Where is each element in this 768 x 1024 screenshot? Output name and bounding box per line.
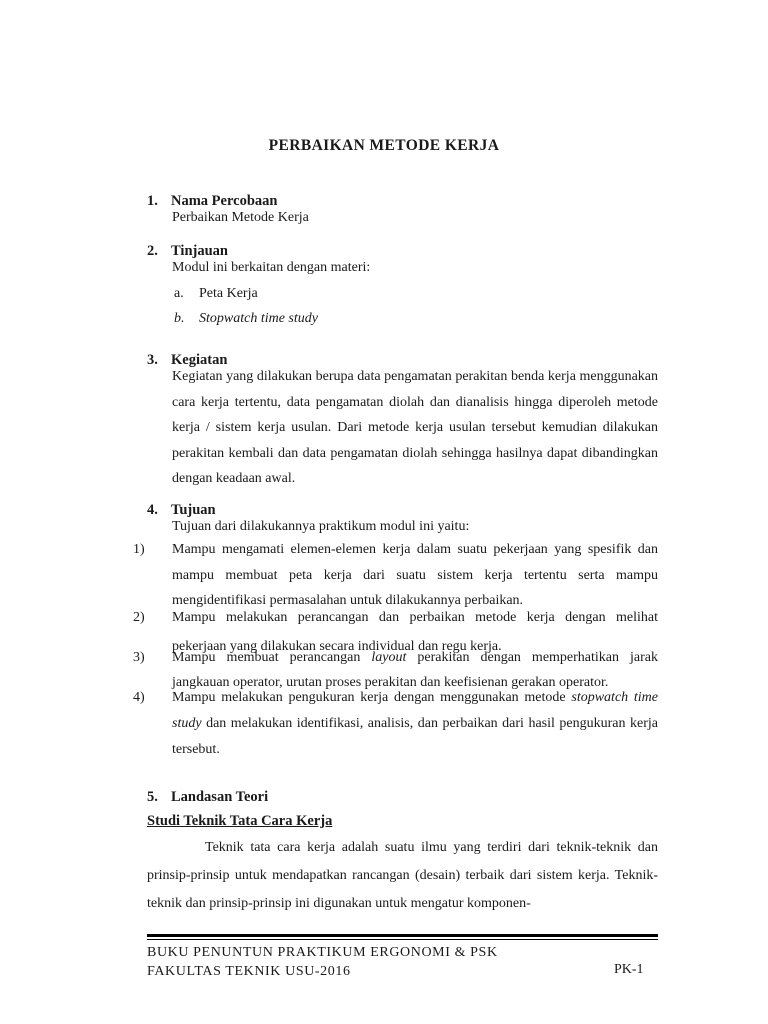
section-number: 4.	[147, 502, 158, 518]
section-1-text: Perbaikan Metode Kerja	[172, 210, 309, 225]
text-run: dan melakukan identifikasi, analisis, dan perbaikan dari hasil pengukuran kerja tersebut.	[172, 716, 658, 757]
section-title: Nama Percobaan	[171, 193, 278, 209]
objective-text: Mampu mengamati elemen-elemen kerja dalam suatu pekerjaan yang spesifik dan mampu membuat peta kerja dari suatu sistem kerja tertentu serta mampu mengidentifikasi permasalahan untuk dilakukannya perbaikan.	[172, 542, 658, 608]
list-text: Stopwatch time study	[199, 311, 318, 326]
section-2-text: Modul ini berkaitan dengan materi:	[172, 260, 371, 275]
section-4-intro: Tujuan dari dilakukannya praktikum modul ini yaitu:	[172, 519, 470, 534]
list-text: Peta Kerja	[199, 286, 258, 301]
section-2-heading	[147, 243, 228, 260]
objective-number: 2)	[133, 610, 145, 625]
objective-text: Mampu melakukan perancangan dan perbaikan metode kerja dengan melihat pekerjaan yang dilakukan secara individual dan regu kerja.	[172, 610, 658, 654]
footer-rule	[147, 934, 658, 937]
objective-number: 1)	[133, 542, 145, 557]
objective-text	[172, 685, 658, 763]
list-label: a.	[174, 286, 184, 301]
theory-paragraph: Teknik tata cara kerja adalah suatu ilmu yang terdiri dari teknik-teknik dan prinsip-prinsip untuk mendapatkan rancangan (desain) terbaik dari sistem kerja. Teknik-teknik dan prinsip-prinsip ini digunakan untuk mengatur komponen-	[147, 840, 658, 911]
list-item	[174, 286, 258, 302]
page-title: PERBAIKAN METODE KERJA	[268, 137, 500, 154]
objective-number: 4)	[133, 690, 145, 705]
section-title: Kegiatan	[171, 352, 228, 368]
section-number: 5.	[147, 789, 158, 805]
section-number: 3.	[147, 352, 158, 368]
page-number: PK-1	[614, 962, 644, 977]
text-run-italic: layout	[371, 650, 407, 665]
section-title: Landasan Teori	[171, 789, 269, 805]
section-title: Tujuan	[171, 502, 216, 518]
text-run: Mampu membuat perancangan	[172, 650, 372, 665]
list-label: b.	[174, 311, 185, 326]
list-item	[174, 311, 318, 327]
footer-book-title: BUKU PENUNTUN PRAKTIKUM ERGONOMI & PSK	[147, 945, 498, 960]
text-run: perakitan dengan memperhatikan jarak jangkauan operator, urutan proses perakitan dan keefisienan gerakan operator.	[172, 650, 658, 690]
section-5-heading	[147, 789, 268, 806]
section-number: 2.	[147, 243, 158, 259]
section-4-heading	[147, 502, 216, 519]
footer-faculty: FAKULTAS TEKNIK USU-2016	[147, 964, 351, 979]
footer-rule-thin	[147, 939, 658, 940]
section-number: 1.	[147, 193, 158, 209]
objective-number: 3)	[133, 650, 145, 665]
text-run-italic: stopwatch time study	[172, 690, 658, 731]
subsection-heading: Studi Teknik Tata Cara Kerja	[147, 813, 333, 829]
section-3-paragraph: Kegiatan yang dilakukan berupa data pengamatan perakitan benda kerja menggunakan cara kerja tertentu, data pengamatan diolah dan dianalisis hingga diperoleh metode kerja / sistem kerja usulan. Dari metode kerja usulan tersebut kemudian dilakukan perakitan kembali dan data pengamatan diolah sehingga hasilnya dapat dibandingkan dengan keadaan awal.	[172, 369, 658, 486]
text-run: Mampu melakukan pengukuran kerja dengan menggunakan metode	[172, 690, 572, 705]
section-1-heading	[147, 193, 277, 210]
section-title: Tinjauan	[171, 243, 228, 259]
